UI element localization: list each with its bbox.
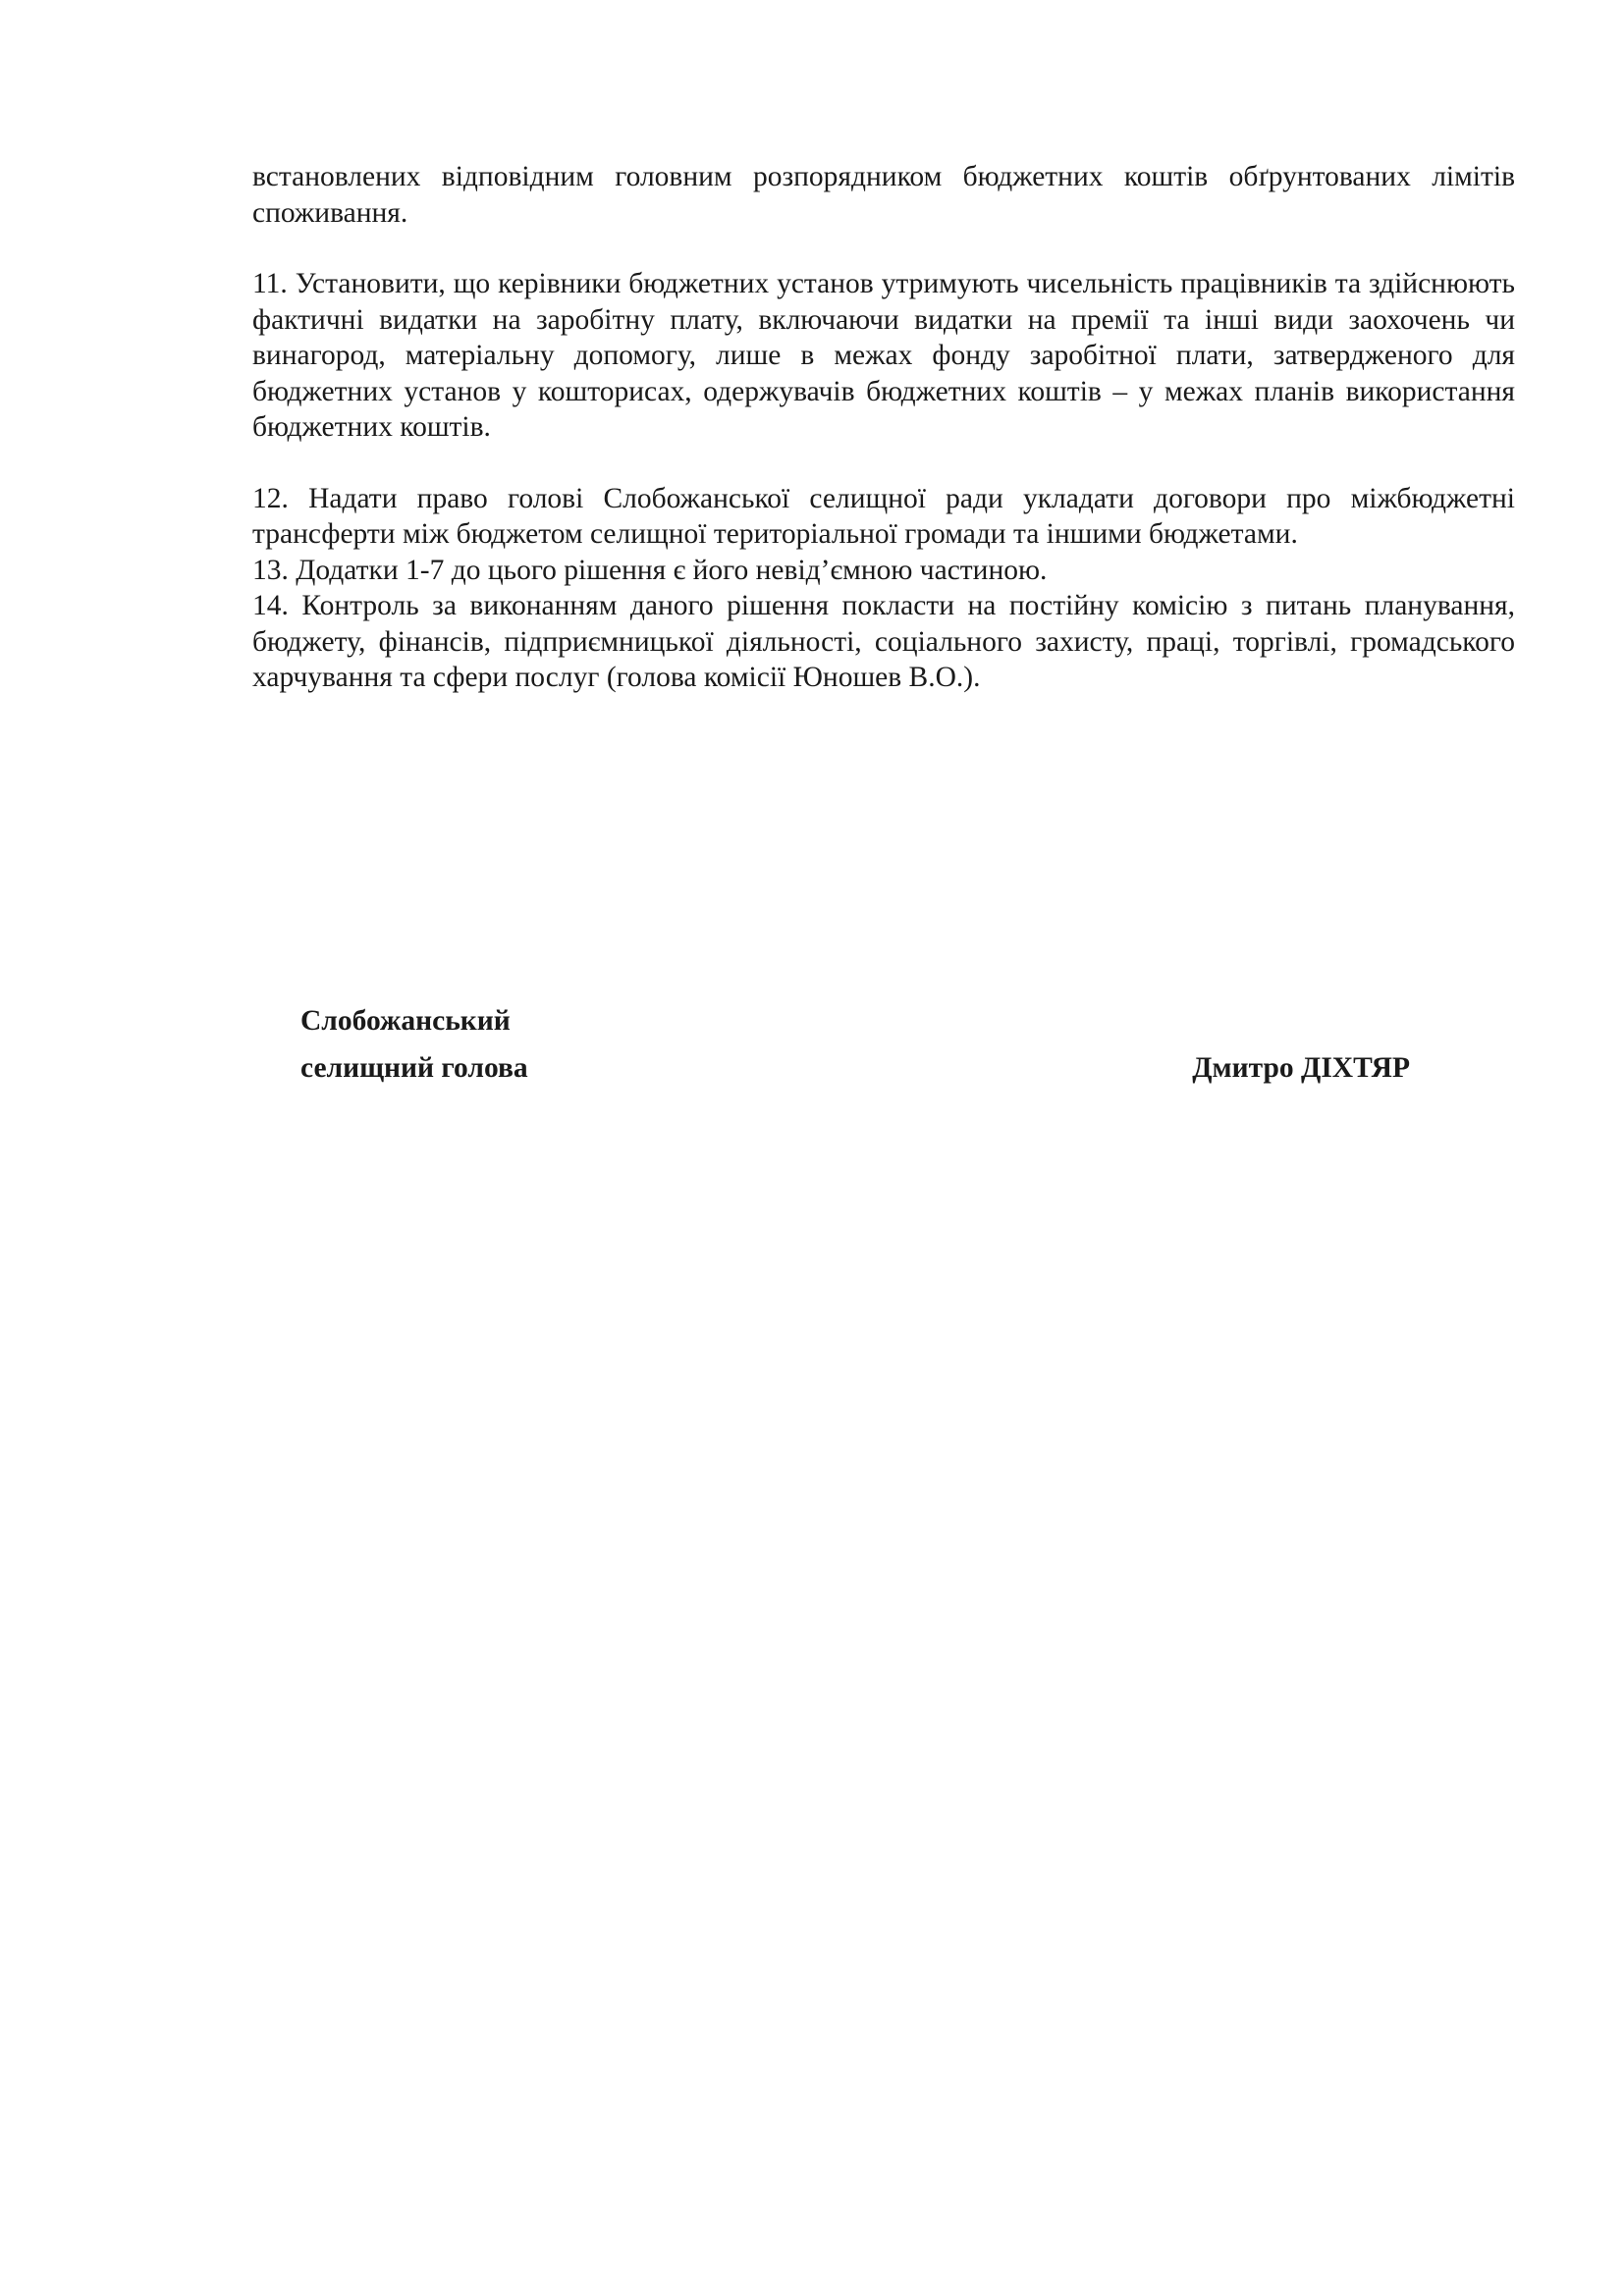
paragraph-14: 14. Контроль за виконанням даного рішення покласти на постійну комісію з питань планування, бюджету, фінансів, підприємницької діяльності, соціального захисту, праці, торгівлі, громадського харчування та сфери послуг (голова комісії Юношев В.О.). [252,590,1515,693]
paragraph-11: 11. Установити, що керівники бюджетних установ утримують чисельність працівників та здійснюють фактичні видатки на заробітну плату, включаючи видатки на премії та інші види заохочень чи винагород, матеріальну допомогу, лише в межах фонду заробітної плати, затвердженого для бюджетних установ у кошторисах, одержувачів бюджетних коштів – у межах планів використання бюджетних коштів. [252,268,1515,443]
document-body [252,159,1515,696]
signature-block [300,997,1410,1092]
signature-name: Дмитро ДІХТЯР [1192,1052,1410,1084]
signature-title-line1: Слобожанський [300,1005,511,1037]
signature-title-line2: селищний голова [300,1052,528,1084]
paragraph-13: 13. Додатки 1-7 до цього рішення є його невід’ємною частиною. [252,554,1048,586]
paragraph-limits-continuation: встановлених відповідним головним розпорядником бюджетних коштів обґрунтованих лімітів споживання. [252,161,1515,229]
paragraph-12: 12. Надати право голові Слобожанської селищної ради укладати договори про міжбюджетні трансферти між бюджетом селищної територіальної громади та іншими бюджетами. [252,482,1515,550]
